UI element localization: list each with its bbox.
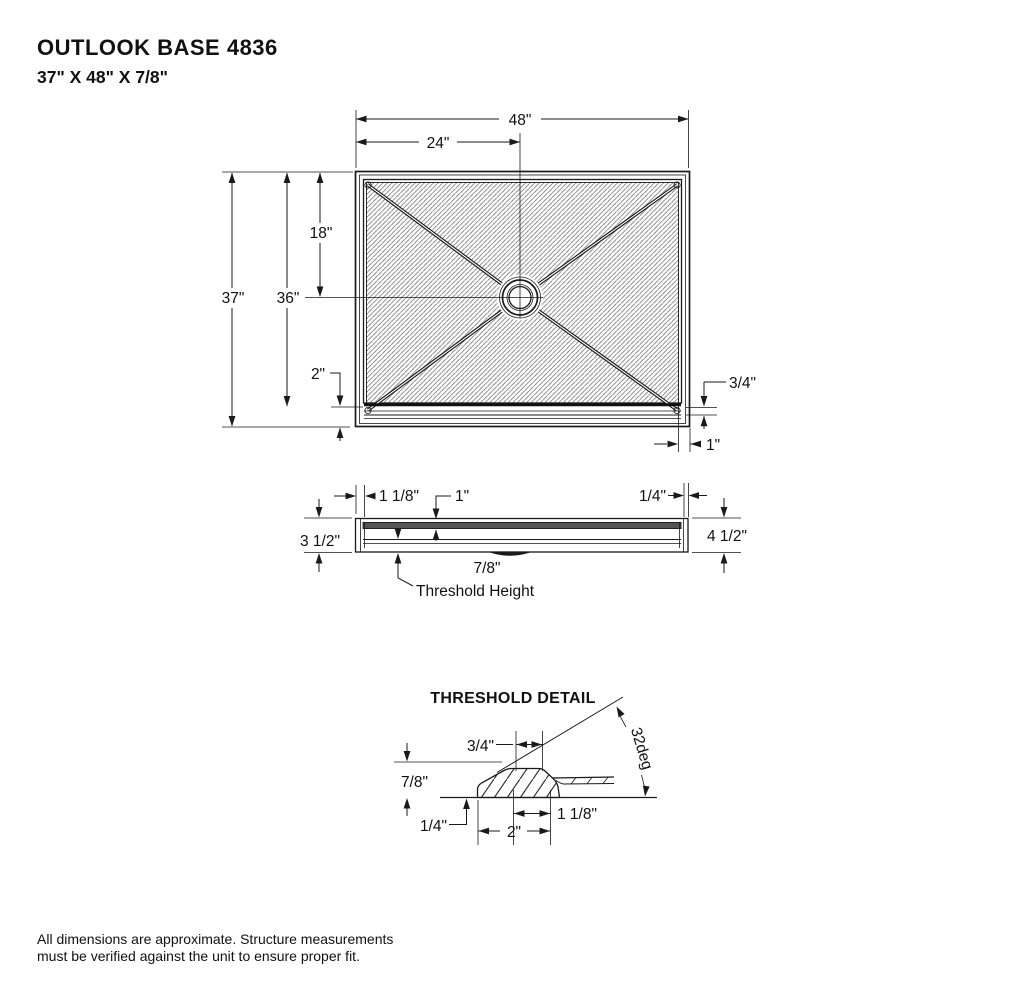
dim-18 <box>310 173 333 298</box>
footnote-line-1: All dimensions are approximate. Structure measurements <box>37 931 394 947</box>
footnote <box>37 931 393 964</box>
dim-1-plan-label: 1" <box>706 437 721 454</box>
dim-48-label: 48" <box>508 112 532 129</box>
page-subtitle: 37" X 48" X 7/8" <box>37 67 168 87</box>
dim-1-1-8-detail <box>514 806 597 823</box>
dim-24 <box>356 135 520 152</box>
dim-7-8-detail-label: 7/8" <box>400 774 428 791</box>
dim-48 <box>356 110 689 168</box>
detail-floor-sheet <box>553 777 615 784</box>
dim-1-1-8-section <box>334 485 419 517</box>
drawing-header <box>37 35 278 87</box>
dim-1-4-detail-label: 1/4" <box>419 818 447 835</box>
dim-1-section-label: 1" <box>455 488 470 505</box>
dim-2-detail <box>478 824 551 841</box>
dim-18-label: 18" <box>309 225 333 242</box>
dim-3-4-detail-label: 3/4" <box>466 738 494 755</box>
detail-threshold-profile <box>478 769 560 798</box>
dim-37 <box>222 173 245 427</box>
dim-3-4-plan <box>686 375 756 429</box>
dim-4-1-2-label: 4 1/2" <box>707 528 747 545</box>
dim-3-1-2-label: 3 1/2" <box>300 533 340 550</box>
page-title: OUTLOOK BASE 4836 <box>37 35 278 60</box>
dim-3-4-detail <box>467 731 543 771</box>
section-floor-band <box>363 523 681 529</box>
footnote-line-2: must be verified against the unit to ensure proper fit. <box>37 948 360 964</box>
dim-36 <box>277 173 300 407</box>
dim-3-1-2 <box>300 499 352 572</box>
dim-36-label: 36" <box>276 290 300 307</box>
dim-37-label: 37" <box>221 290 245 307</box>
dim-3-4-plan-label: 3/4" <box>729 375 757 392</box>
plan-view <box>222 110 756 454</box>
section-drain-bump <box>490 553 530 556</box>
section-view <box>300 483 747 600</box>
threshold-detail-title: THRESHOLD DETAIL <box>430 690 596 707</box>
dim-1-4-section <box>639 483 707 517</box>
dim-2-detail-label: 2" <box>506 824 522 841</box>
dim-7-8-section-label: 7/8" <box>473 560 501 577</box>
threshold-detail <box>394 690 657 845</box>
dim-1-4-section-label: 1/4" <box>638 488 666 505</box>
dim-1-1-8-detail-label: 1 1/8" <box>557 806 597 823</box>
dim-1-4-detail <box>420 799 470 836</box>
plan-threshold-band <box>364 405 681 419</box>
dim-1-1-8-section-label: 1 1/8" <box>379 488 419 505</box>
threshold-height-label: Threshold Height <box>416 583 535 600</box>
dim-1-section <box>433 488 470 541</box>
dim-4-1-2 <box>692 498 747 573</box>
dim-32deg-label: 32deg <box>626 725 656 772</box>
dim-2 <box>311 366 343 441</box>
dim-2-label: 2" <box>310 366 326 383</box>
dim-24-label: 24" <box>426 135 450 152</box>
